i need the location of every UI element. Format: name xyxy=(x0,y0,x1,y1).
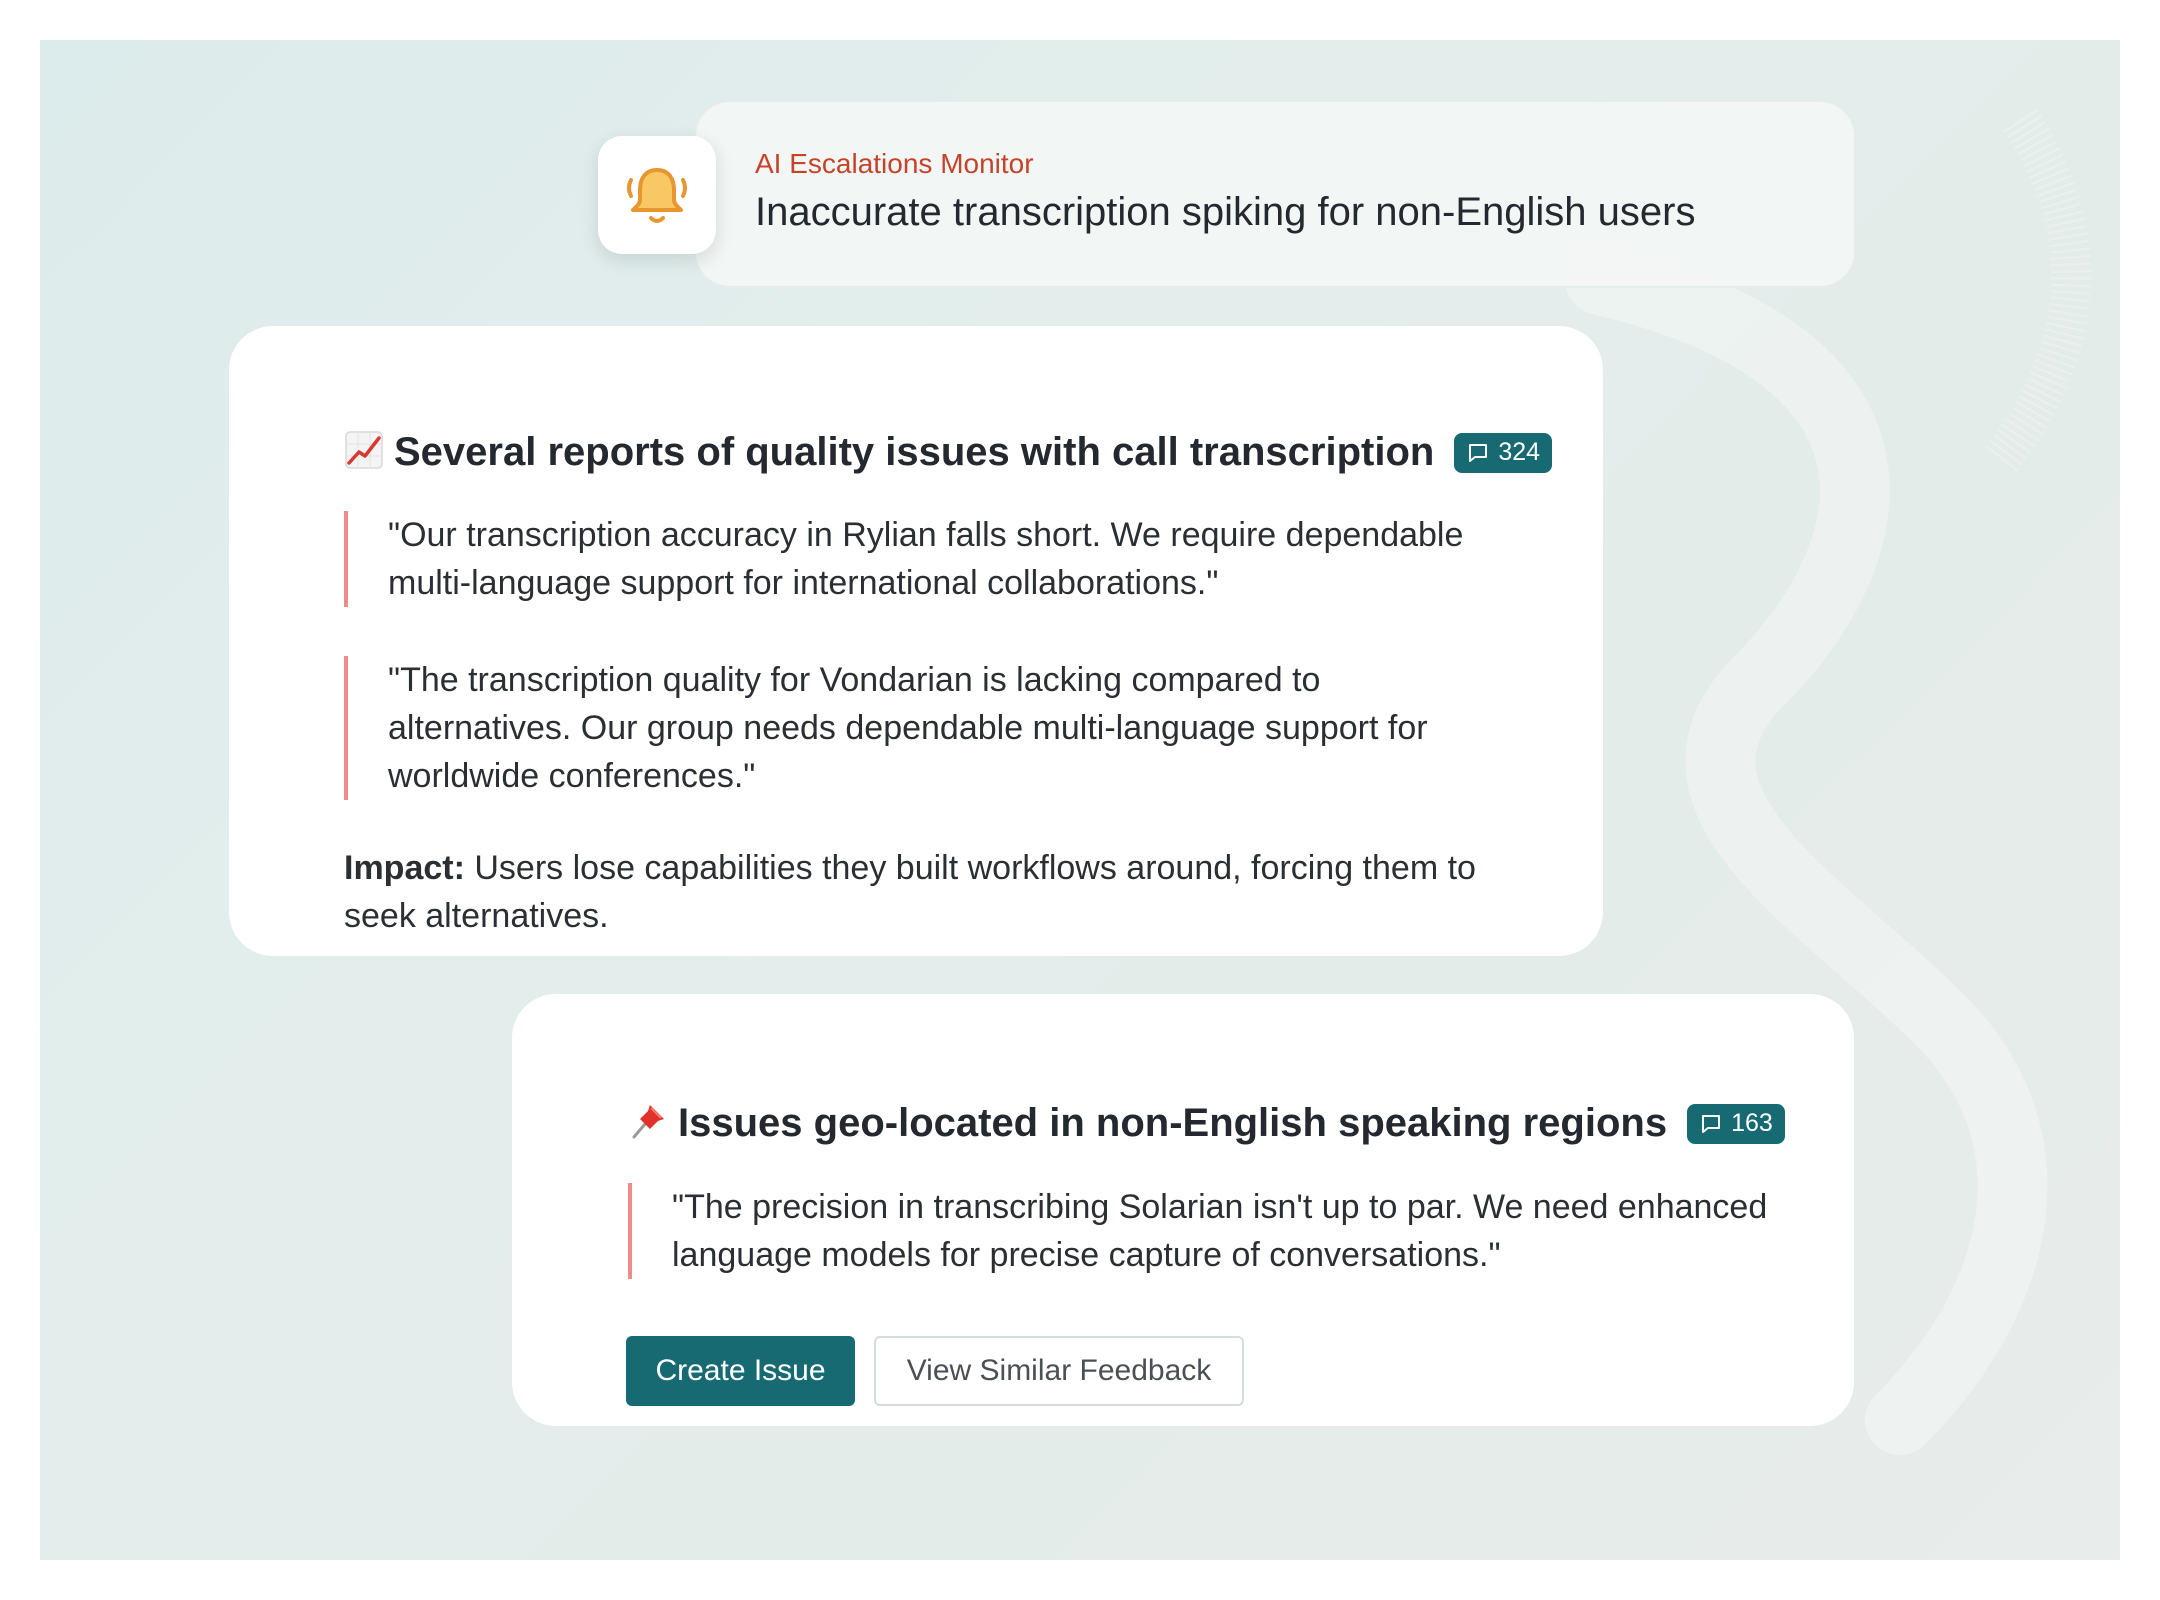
feedback-quote-solarian: "The precision in transcribing Solarian isn't up to par. We need enhanced language models for precise capture of conversations." xyxy=(628,1183,1808,1279)
impact-statement xyxy=(344,844,1494,940)
comment-count: 324 xyxy=(1498,438,1541,466)
comment-icon xyxy=(1466,441,1490,465)
create-issue-button[interactable]: Create Issue xyxy=(626,1336,855,1406)
comment-icon xyxy=(1699,1112,1723,1136)
cluster-heading-quality xyxy=(344,430,1552,475)
alert-icon-tile xyxy=(598,136,716,254)
chart-increasing-icon xyxy=(344,430,384,475)
alert-source-label: AI Escalations Monitor xyxy=(755,148,1034,179)
comment-count-badge-geo[interactable] xyxy=(1687,1104,1785,1144)
cluster-heading-geo xyxy=(628,1101,1785,1146)
impact-label: Impact: xyxy=(344,849,465,887)
alert-title: Inaccurate transcription spiking for non-English users xyxy=(755,190,1696,234)
feedback-quote-vondarian: "The transcription quality for Vondarian is lacking compared to alternatives. Our group needs dependable multi-language support for worldwide conferences." xyxy=(344,656,1494,800)
cluster-title-quality: Several reports of quality issues with call transcription xyxy=(394,430,1435,474)
impact-text: Users lose capabilities they built workflows around, forcing them to seek alternatives. xyxy=(344,849,1476,935)
cluster-title-geo: Issues geo-located in non-English speaking regions xyxy=(678,1101,1668,1145)
feedback-quote-rylian: "Our transcription accuracy in Rylian falls short. We require dependable multi-language support for international collaborations." xyxy=(344,511,1544,607)
view-similar-feedback-button[interactable]: View Similar Feedback xyxy=(874,1336,1244,1406)
comment-count-badge-quality[interactable] xyxy=(1454,433,1552,473)
comment-count: 163 xyxy=(1731,1109,1773,1137)
pushpin-icon xyxy=(628,1101,668,1146)
bell-icon xyxy=(624,160,690,230)
